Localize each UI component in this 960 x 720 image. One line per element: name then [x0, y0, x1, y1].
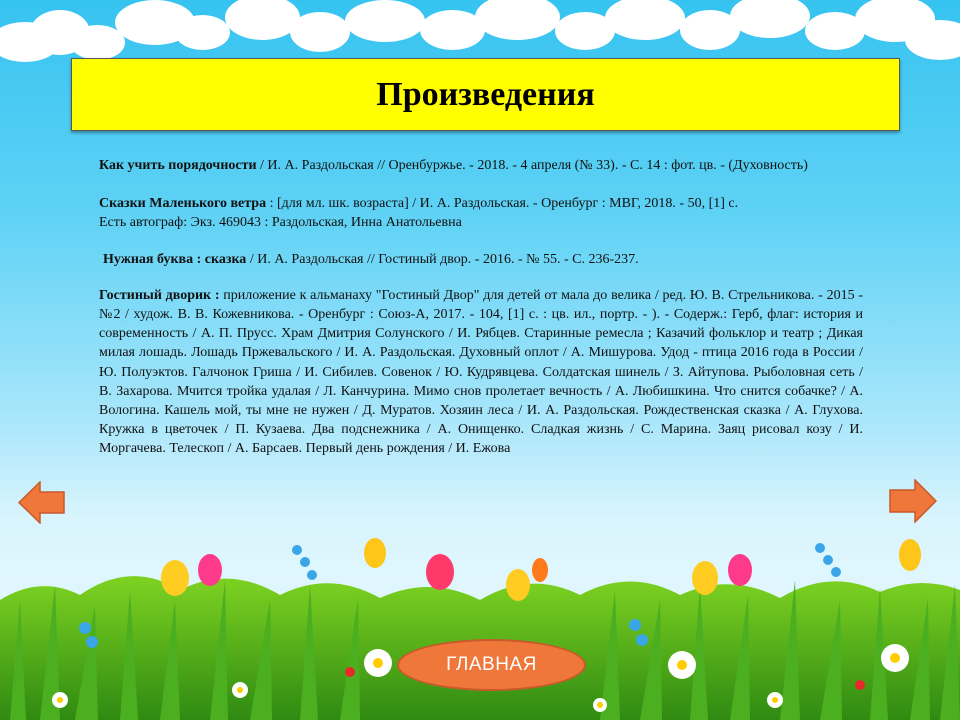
entry-note: Есть автограф: Экз. 469043 : Раздольская, Инна Анатольевна [99, 215, 462, 231]
entry-title: Как учить порядочности [99, 158, 257, 173]
page-title: Произведения [376, 75, 595, 113]
bibliography-list [99, 156, 863, 459]
entry-text: : [для мл. шк. возраста] / И. А. Раздольская. - Оренбург : МВГ, 2018. - 50, [1] с. [266, 196, 739, 212]
list-item [99, 286, 863, 459]
next-button[interactable] [889, 479, 937, 523]
arrow-right-icon [889, 479, 937, 523]
prev-button[interactable] [18, 481, 65, 524]
title-banner [71, 58, 900, 131]
list-item [99, 156, 863, 175]
list-item [99, 250, 863, 269]
entry-text: приложение к альманаху "Гостиный Двор" для детей от мала до велика / ред. Ю. В. Стрельникова. - 2015 - №2 / худож. В. В. Кожевникова. - Оренбург : Союз-А, 2017. - 104, [1] с. : цв. ил., портр. - ). - Содерж.: Герб, флаг: история и современность / А. П. Пруcс. Храм Дмитрия Солунского / И. Рябцев. Старинные ремесла ; Казачий фольклор и театр ; Дикая милая лошадь. Лошадь Пржевальского / И. А. Раздольская. Духовный оплот / А. Мишурова. Удод - птица 2016 года в России / Ю. Полуэктов. Галчонок Гриша / И. Сибилев. Совенок / Ю. Кудрявцева. Солдатская шинель / З. Айтупова. Рыболовная сеть / В. Захарова. Мчится тройка удалая / Л. Канчурина. Мимо снов пролетает вечность / А. Любишкина. Что снится собачке? / А. Вологина. Кашель мой, ты мне не нужен / Д. Муратов. Хозяин леса / И. А. Раздольская. Рождественская сказка / А. Глухова. Кружка в цветочек / П. Кузаева. Два подснежника / А. Онищенко. Сладкая жизнь / С. Марина. Заяц рисовал козу / И. Моргачева. Телескоп / А. Барсаев. Первый день рождения / И. Ежова [99, 287, 863, 457]
home-button-label: ГЛАВНАЯ [446, 654, 537, 675]
home-button[interactable] [397, 639, 586, 691]
entry-title: Нужная буква : сказка [103, 251, 247, 267]
entry-title: Сказки Маленького ветра [99, 196, 267, 212]
arrow-left-icon [18, 481, 65, 524]
entry-title: Гостиный дворик : [99, 287, 220, 303]
entry-text: / И. А. Раздольская // Оренбуржье. - 2018. - 4 апреля (№ 33). - С. 14 : фот. цв. - (Духовность) [256, 158, 808, 173]
entry-text: / И. А. Раздольская // Гостиный двор. - 2016. - № 55. - С. 236-237. [246, 251, 639, 267]
list-item [99, 194, 863, 213]
